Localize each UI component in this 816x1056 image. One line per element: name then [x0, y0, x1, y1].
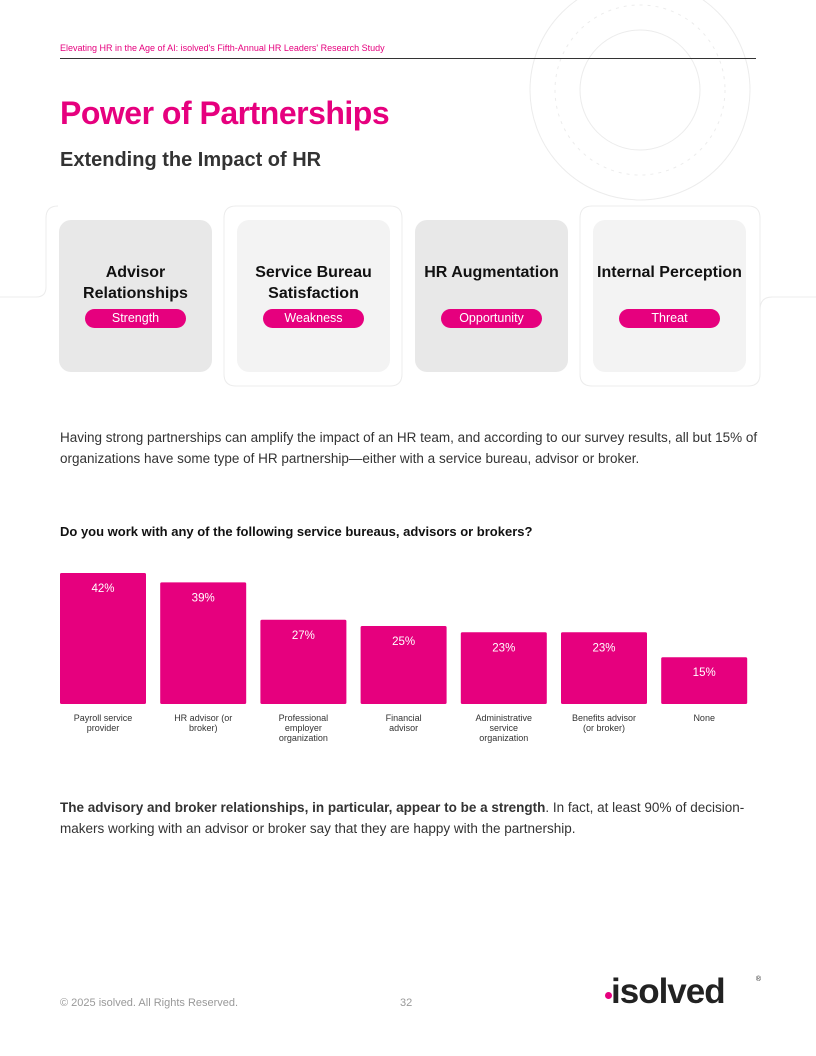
- strength-badge: Strength: [85, 309, 186, 328]
- registered-mark: ®: [755, 976, 761, 983]
- card-title: Service Bureau Satisfaction: [255, 264, 372, 302]
- bar-value-label: 39%: [191, 592, 215, 605]
- swot-card-weakness: [237, 220, 390, 372]
- category-label: HR advisor (or broker): [174, 713, 233, 733]
- bar-value-label: 15%: [692, 667, 716, 680]
- opportunity-badge: Opportunity: [441, 309, 542, 328]
- page-subtitle: Extending the Impact of HR: [60, 149, 322, 171]
- category-label: Benefits advisor (or broker): [571, 713, 637, 733]
- card-title: Advisor Relationships: [83, 264, 188, 302]
- conclusion-rest: . In fact, at least 90% of decision-makers working with an advisor or broker say that they are happy with the partnership.: [60, 800, 745, 836]
- copyright: © 2025 isolved. All Rights Reserved.: [60, 997, 239, 1009]
- running-header: Elevating HR in the Age of AI: isolved's Fifth-Annual HR Leaders' Research Study: [60, 43, 756, 59]
- logo-wordmark: isolved: [611, 972, 725, 1011]
- bar-value-label: 27%: [291, 629, 315, 642]
- page-number: 32: [400, 997, 413, 1009]
- conclusion-highlight: The advisory and broker relationships, in particular, appear to be a strength: [60, 800, 546, 815]
- isolved-logo: [605, 972, 761, 1012]
- bar-value-label: 25%: [392, 636, 416, 649]
- card-title: HR Augmentation: [424, 264, 559, 281]
- conclusion-paragraph: [60, 797, 760, 839]
- page-title: Power of Partnerships: [60, 95, 390, 131]
- category-label: Professional employer organization: [278, 713, 329, 743]
- swot-card-opportunity: [415, 220, 568, 372]
- swot-card-strength: [59, 220, 212, 372]
- weakness-badge: Weakness: [263, 309, 364, 328]
- bar-value-label: 42%: [91, 583, 115, 595]
- intro-paragraph: Having strong partnerships can amplify the impact of an HR team, and according to our survey results, all but 15% of organizations have some type of HR partnership—either with a service bureau, advisor or broker.: [60, 430, 758, 466]
- bar-chart: [0, 560, 816, 760]
- card-title: Internal Perception: [597, 264, 742, 281]
- threat-badge: Threat: [619, 309, 720, 328]
- bar: [661, 657, 747, 704]
- survey-question: Do you work with any of the following service bureaus, advisors or brokers?: [60, 524, 533, 539]
- category-label: None: [693, 713, 715, 723]
- category-label: Administrative service organization: [475, 713, 533, 743]
- category-label: Financial advisor: [385, 713, 422, 733]
- bar-value-label: 23%: [592, 642, 616, 655]
- bar-value-label: 23%: [492, 642, 516, 655]
- category-label: Payroll service provider: [73, 713, 133, 733]
- swot-card-threat: [593, 220, 746, 372]
